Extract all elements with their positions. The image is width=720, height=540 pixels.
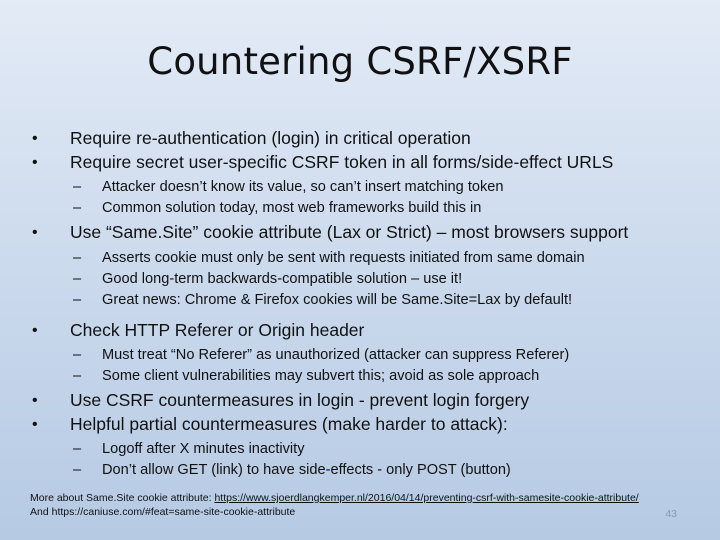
sub-bullet bbox=[30, 269, 710, 290]
dash-mark: – bbox=[73, 347, 82, 363]
sub-bullet-text: Must treat “No Referer” as unauthorized (attacker can suppress Referer) bbox=[102, 347, 570, 363]
bullet-text: Require secret user-specific CSRF token in all forms/side-effect URLS bbox=[70, 151, 614, 172]
sub-bullet bbox=[30, 439, 710, 460]
bullet-csrf-token bbox=[30, 151, 710, 175]
dash-mark: – bbox=[73, 179, 82, 195]
bullet-dot: • bbox=[32, 415, 38, 433]
slide-footer bbox=[30, 491, 680, 519]
bullet-samesite bbox=[30, 221, 710, 245]
sub-bullet bbox=[30, 290, 710, 311]
bullet-dot: • bbox=[32, 321, 38, 339]
bullet-login-forgery bbox=[30, 389, 710, 413]
slide-title: Countering CSRF/XSRF bbox=[147, 40, 573, 83]
page-number: 43 bbox=[665, 508, 677, 520]
sub-bullet bbox=[30, 198, 710, 219]
bullet-dot: • bbox=[32, 153, 38, 171]
sub-bullet bbox=[30, 177, 710, 198]
sub-bullet bbox=[30, 345, 710, 366]
bullet-reauth bbox=[30, 127, 710, 151]
dash-mark: – bbox=[73, 368, 82, 384]
bullet-text: Use “Same.Site” cookie attribute (Lax or Strict) – most browsers support bbox=[70, 222, 629, 242]
sub-bullet bbox=[30, 366, 710, 387]
bullet-text: Check HTTP Referer or Origin header bbox=[70, 319, 365, 340]
dash-mark: – bbox=[73, 249, 82, 266]
footer-line-2: And https://caniuse.com/#feat=same-site-cookie-attribute bbox=[30, 506, 296, 518]
sub-bullet-text: Attacker doesn’t know its value, so can’t insert matching token bbox=[102, 179, 504, 195]
dash-mark: – bbox=[73, 200, 82, 216]
sub-bullet-text: Great news: Chrome & Firefox cookies will be Same.Site=Lax by default! bbox=[102, 291, 573, 308]
bullet-text: Use CSRF countermeasures in login - prevent login forgery bbox=[70, 390, 530, 410]
footer-line-1 bbox=[30, 491, 680, 505]
footer-prefix: More about Same.Site cookie attribute: bbox=[30, 492, 215, 504]
sub-bullet-text: Don’t allow GET (link) to have side-effects - only POST (button) bbox=[102, 462, 511, 478]
bullet-text: Require re-authentication (login) in critical operation bbox=[70, 128, 471, 148]
bullet-dot: • bbox=[32, 224, 38, 241]
slide-body bbox=[30, 127, 710, 481]
bullet-referer bbox=[30, 319, 710, 343]
sub-bullet-text: Asserts cookie must only be sent with requests initiated from same domain bbox=[102, 249, 585, 266]
dash-mark: – bbox=[73, 291, 82, 308]
bullet-dot: • bbox=[32, 130, 38, 147]
dash-mark: – bbox=[73, 462, 82, 478]
bullet-partial bbox=[30, 413, 710, 437]
sub-bullet bbox=[30, 248, 710, 269]
sub-bullet-text: Good long-term backwards-compatible solution – use it! bbox=[102, 270, 463, 287]
sub-bullet bbox=[30, 460, 710, 481]
sub-bullet-text: Common solution today, most web frameworks build this in bbox=[102, 200, 482, 216]
bullet-dot: • bbox=[32, 392, 38, 409]
dash-mark: – bbox=[73, 270, 82, 287]
bullet-text: Helpful partial countermeasures (make harder to attack): bbox=[70, 413, 508, 434]
samesite-reference-link[interactable]: https://www.sjoerdlangkemper.nl/2016/04/14/preventing-csrf-with-samesite-cookie-attribute/ bbox=[214, 492, 639, 504]
dash-mark: – bbox=[73, 441, 82, 457]
sub-bullet-text: Logoff after X minutes inactivity bbox=[102, 441, 305, 457]
sub-bullet-text: Some client vulnerabilities may subvert this; avoid as sole approach bbox=[102, 368, 540, 384]
